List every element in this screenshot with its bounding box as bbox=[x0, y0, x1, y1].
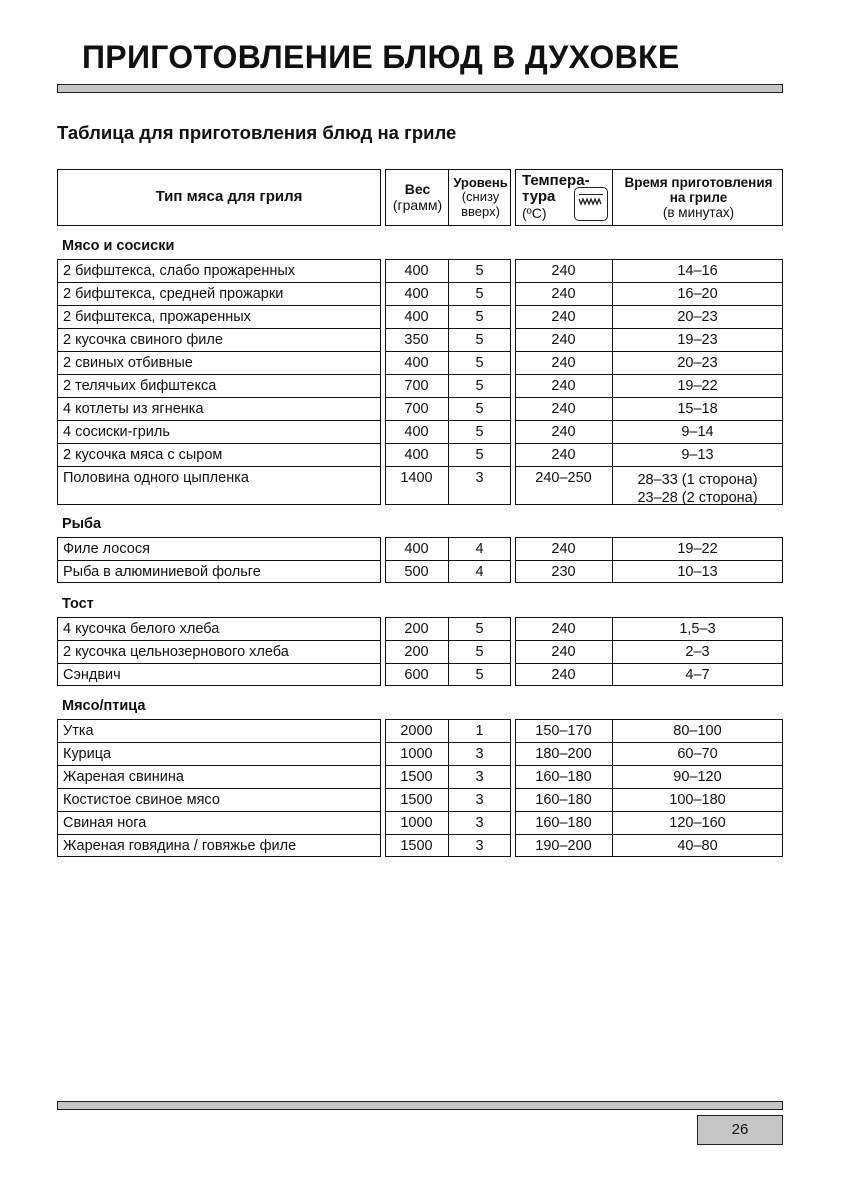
cell-name: 2 кусочка свиного филе bbox=[63, 332, 223, 348]
cell-time: 2–3 bbox=[685, 644, 710, 660]
cell-name: 4 кусочка белого хлеба bbox=[63, 621, 220, 637]
cell-temp: 240 bbox=[551, 355, 576, 371]
cell-time: 20–23 bbox=[677, 355, 718, 371]
header-level: Уровень bbox=[453, 174, 508, 190]
header-rule bbox=[57, 84, 783, 93]
header-weight-level-cell bbox=[385, 169, 511, 226]
cell-time: 90–120 bbox=[673, 769, 722, 785]
cell-time: 9–14 bbox=[681, 424, 714, 440]
cell-level: 3 bbox=[475, 746, 484, 762]
cell-name: Филе лосося bbox=[63, 541, 150, 557]
cell-temp: 180–200 bbox=[535, 746, 592, 762]
page-title: ПРИГОТОВЛЕНИЕ БЛЮД В ДУХОВКЕ bbox=[82, 39, 680, 75]
section-title-meat-poultry: Мясо/птица bbox=[62, 698, 146, 714]
cell-time: 20–23 bbox=[677, 309, 718, 325]
cell-temp: 240 bbox=[551, 401, 576, 417]
cell-level: 5 bbox=[475, 424, 484, 440]
grill-element-icon bbox=[574, 187, 608, 221]
cell-weight: 400 bbox=[404, 541, 429, 557]
cell-name: 2 бифштекса, средней прожарки bbox=[63, 286, 284, 302]
cell-time: 10–13 bbox=[677, 564, 718, 580]
cell-level: 5 bbox=[475, 286, 484, 302]
cell-time: 19–23 bbox=[677, 332, 718, 348]
cell-temp: 240 bbox=[551, 667, 576, 683]
cell-temp: 240 bbox=[551, 621, 576, 637]
cell-level: 4 bbox=[475, 541, 484, 557]
cell-name: Утка bbox=[63, 723, 94, 739]
cell-time: 14–16 bbox=[677, 263, 718, 279]
cell-temp: 190–200 bbox=[535, 838, 592, 854]
cell-level: 3 bbox=[475, 470, 484, 486]
cell-time: 80–100 bbox=[673, 723, 722, 739]
cell-temp: 240–250 bbox=[535, 470, 592, 486]
cell-name: Рыба в алюминиевой фольге bbox=[63, 564, 261, 580]
cell-weight: 1000 bbox=[400, 815, 433, 831]
cell-level: 5 bbox=[475, 309, 484, 325]
cell-temp: 240 bbox=[551, 309, 576, 325]
cell-temp: 240 bbox=[551, 378, 576, 394]
cell-name: 2 телячьих бифштекса bbox=[63, 378, 217, 394]
cell-weight: 600 bbox=[404, 667, 429, 683]
header-level-note1: (снизу bbox=[461, 189, 500, 205]
cell-weight: 400 bbox=[404, 355, 429, 371]
cell-time: 1,5–3 bbox=[679, 621, 716, 637]
cell-name: 2 свиных отбивные bbox=[63, 355, 193, 371]
cell-name: 2 бифштекса, слабо прожаренных bbox=[63, 263, 296, 279]
page-number: 26 bbox=[697, 1115, 783, 1145]
cell-time: 9–13 bbox=[681, 447, 714, 463]
cell-level: 3 bbox=[475, 815, 484, 831]
cell-temp: 240 bbox=[551, 644, 576, 660]
cell-name: Половина одного цыпленка bbox=[63, 470, 249, 486]
cell-level: 5 bbox=[475, 332, 484, 348]
cell-time: 40–80 bbox=[677, 838, 718, 854]
cell-level: 3 bbox=[475, 769, 484, 785]
cell-level: 5 bbox=[475, 401, 484, 417]
header-time-grill: на гриле bbox=[669, 189, 728, 205]
cell-name: 2 кусочка цельнозернового хлеба bbox=[63, 644, 289, 660]
cell-weight: 400 bbox=[404, 286, 429, 302]
cell-time: 19–22 bbox=[677, 541, 718, 557]
cell-temp: 160–180 bbox=[535, 815, 592, 831]
cell-weight: 400 bbox=[404, 447, 429, 463]
cell-name: 2 бифштекса, прожаренных bbox=[63, 309, 251, 325]
header-meat-type: Тип мяса для гриля bbox=[155, 188, 303, 206]
cell-level: 5 bbox=[475, 667, 484, 683]
cell-time: 16–20 bbox=[677, 286, 718, 302]
header-level-note2: вверх) bbox=[461, 203, 500, 219]
cell-name: 4 котлеты из ягненка bbox=[63, 401, 204, 417]
cell-level: 5 bbox=[475, 644, 484, 660]
cell-weight: 700 bbox=[404, 401, 429, 417]
cell-name: Костистое свиное мясо bbox=[63, 792, 220, 808]
cell-weight: 200 bbox=[404, 621, 429, 637]
cell-time bbox=[612, 467, 783, 511]
header-temp-time-cell bbox=[515, 169, 783, 226]
cell-name: Сэндвич bbox=[63, 667, 121, 683]
cell-time: 60–70 bbox=[677, 746, 718, 762]
cell-time: 15–18 bbox=[677, 401, 718, 417]
footer-rule bbox=[57, 1101, 783, 1110]
cell-temp: 240 bbox=[551, 332, 576, 348]
cell-level: 3 bbox=[475, 792, 484, 808]
cell-weight: 400 bbox=[404, 309, 429, 325]
cell-name: 4 сосиски-гриль bbox=[63, 424, 170, 440]
cell-weight: 1400 bbox=[400, 470, 433, 486]
cell-level: 1 bbox=[475, 723, 484, 739]
cell-weight: 400 bbox=[404, 424, 429, 440]
header-time: Время приготовления bbox=[624, 174, 773, 190]
cell-weight: 2000 bbox=[400, 723, 433, 739]
header-meat-type-cell bbox=[57, 169, 381, 226]
section-title-toast: Тост bbox=[62, 596, 94, 612]
cell-level: 5 bbox=[475, 263, 484, 279]
cell-temp: 160–180 bbox=[535, 769, 592, 785]
cell-weight: 700 bbox=[404, 378, 429, 394]
cell-time-side1: 28–33 (1 сторона) bbox=[637, 472, 758, 488]
cell-temp: 160–180 bbox=[535, 792, 592, 808]
cell-weight: 1500 bbox=[400, 792, 433, 808]
cell-time: 100–180 bbox=[669, 792, 726, 808]
cell-name: Жареная говядина / говяжье филе bbox=[63, 838, 297, 854]
cell-weight: 200 bbox=[404, 644, 429, 660]
cell-level: 5 bbox=[475, 355, 484, 371]
cell-time: 120–160 bbox=[669, 815, 726, 831]
cell-temp: 150–170 bbox=[535, 723, 592, 739]
cell-level: 4 bbox=[475, 564, 484, 580]
cell-level: 5 bbox=[475, 378, 484, 394]
cell-temp: 230 bbox=[551, 564, 576, 580]
cell-weight: 350 bbox=[404, 332, 429, 348]
cell-name: Курица bbox=[63, 746, 112, 762]
cell-time: 19–22 bbox=[677, 378, 718, 394]
cell-temp: 240 bbox=[551, 541, 576, 557]
table-title: Таблица для приготовления блюд на гриле bbox=[57, 122, 457, 143]
cell-level: 5 bbox=[475, 447, 484, 463]
header-time-unit: (в минутах) bbox=[662, 205, 735, 221]
cell-name: 2 кусочка мяса с сыром bbox=[63, 447, 223, 463]
cell-weight: 400 bbox=[404, 263, 429, 279]
header-weight: Вес bbox=[404, 180, 431, 197]
cell-weight: 1000 bbox=[400, 746, 433, 762]
cell-name: Жареная свинина bbox=[63, 769, 184, 785]
cell-time-side2: 23–28 (2 сторона) bbox=[637, 490, 758, 506]
cell-weight: 1500 bbox=[400, 838, 433, 854]
cell-weight: 1500 bbox=[400, 769, 433, 785]
section-title-meat-sausages: Мясо и сосиски bbox=[62, 238, 175, 254]
cell-weight: 500 bbox=[404, 564, 429, 580]
cell-temp: 240 bbox=[551, 447, 576, 463]
cell-level: 3 bbox=[475, 838, 484, 854]
cell-temp: 240 bbox=[551, 286, 576, 302]
cell-temp: 240 bbox=[551, 424, 576, 440]
cell-temp: 240 bbox=[551, 263, 576, 279]
section-title-fish: Рыба bbox=[62, 516, 102, 532]
cell-name: Свиная нога bbox=[63, 815, 147, 831]
header-temp: Темпера- тура (ºC) bbox=[522, 172, 590, 221]
header-weight-unit: (грамм) bbox=[392, 196, 443, 213]
cell-time: 4–7 bbox=[685, 667, 710, 683]
cell-level: 5 bbox=[475, 621, 484, 637]
